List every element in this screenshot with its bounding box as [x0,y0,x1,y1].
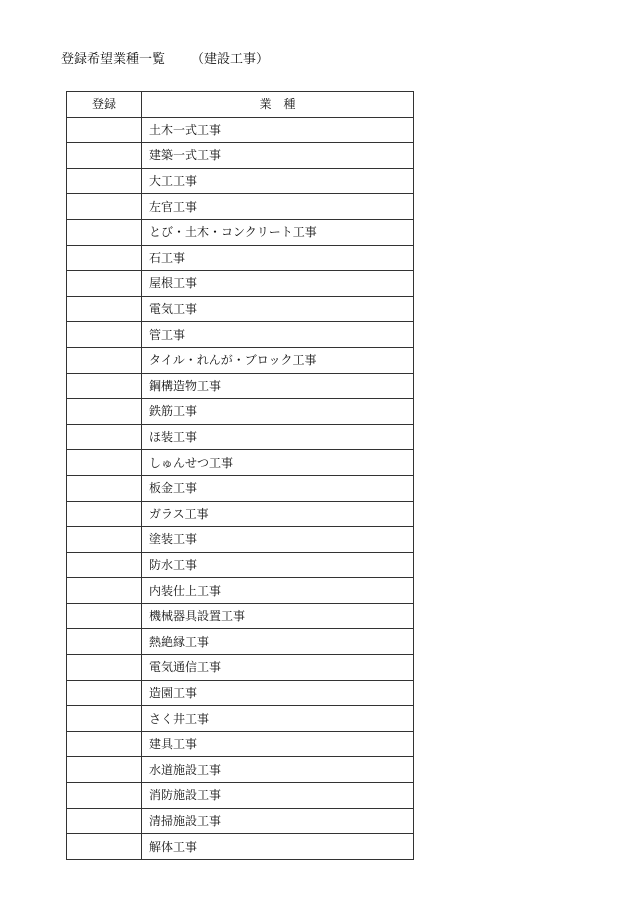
table-row [67,475,414,501]
industry-cell: さく井工事 [142,706,414,732]
table-row [67,168,414,194]
table-row [67,399,414,425]
industry-cell: 建具工事 [142,731,414,757]
industry-cell: ガラス工事 [142,501,414,527]
table-row [67,271,414,297]
page-title [61,51,269,69]
registration-cell[interactable] [67,271,142,297]
registration-cell[interactable] [67,808,142,834]
table-row [67,629,414,655]
industry-cell: 解体工事 [142,834,414,860]
industry-cell: 消防施設工事 [142,783,414,809]
registration-cell[interactable] [67,475,142,501]
industry-cell: 管工事 [142,322,414,348]
industry-cell: 屋根工事 [142,271,414,297]
registration-cell[interactable] [67,347,142,373]
registration-cell[interactable] [67,194,142,220]
registration-cell[interactable] [67,399,142,425]
table-row [67,143,414,169]
registration-cell[interactable] [67,501,142,527]
table-row [67,783,414,809]
industry-cell: 建築一式工事 [142,143,414,169]
registration-cell[interactable] [67,245,142,271]
registration-cell[interactable] [67,629,142,655]
table-row [67,706,414,732]
table-row [67,373,414,399]
table-row [67,552,414,578]
registration-column-header: 登録 [67,92,142,118]
table-row [67,808,414,834]
table-row [67,194,414,220]
registration-cell[interactable] [67,117,142,143]
registration-cell[interactable] [67,655,142,681]
table-row [67,424,414,450]
table-header-row [67,92,414,118]
table-row [67,680,414,706]
table-body [67,117,414,859]
table-row [67,655,414,681]
industry-cell: 機械器具設置工事 [142,603,414,629]
table-row [67,757,414,783]
industry-cell: タイル・れんが・ブロック工事 [142,347,414,373]
registration-cell[interactable] [67,680,142,706]
table-row [67,219,414,245]
registration-cell[interactable] [67,168,142,194]
table-row [67,731,414,757]
table-row [67,322,414,348]
table-row [67,245,414,271]
table-row [67,834,414,860]
table-row [67,347,414,373]
industry-cell: 石工事 [142,245,414,271]
table-row [67,450,414,476]
document-subtitle: （建設工事） [191,52,270,67]
registration-cell[interactable] [67,783,142,809]
industry-cell: 板金工事 [142,475,414,501]
registration-cell[interactable] [67,706,142,732]
registration-cell[interactable] [67,219,142,245]
industry-cell: 鋼構造物工事 [142,373,414,399]
registration-cell[interactable] [67,143,142,169]
industry-cell: ほ装工事 [142,424,414,450]
industry-cell: 電気通信工事 [142,655,414,681]
document-title: 登録希望業種一覧 [61,52,166,67]
industry-cell: 鉄筋工事 [142,399,414,425]
table-row [67,603,414,629]
industry-cell: 左官工事 [142,194,414,220]
registration-cell[interactable] [67,527,142,553]
registration-cell[interactable] [67,603,142,629]
industry-cell: 内装仕上工事 [142,578,414,604]
industry-cell: 清掃施設工事 [142,808,414,834]
industry-column-header: 業 種 [142,92,414,118]
industry-registration-table [66,91,414,860]
table-row [67,578,414,604]
industry-cell: 電気工事 [142,296,414,322]
registration-cell[interactable] [67,757,142,783]
table-row [67,527,414,553]
table-row [67,117,414,143]
industry-cell: 造園工事 [142,680,414,706]
industry-cell: 塗装工事 [142,527,414,553]
registration-cell[interactable] [67,731,142,757]
industry-cell: とび・土木・コンクリート工事 [142,219,414,245]
industry-cell: 防水工事 [142,552,414,578]
table-row [67,501,414,527]
table-row [67,296,414,322]
industry-cell: 水道施設工事 [142,757,414,783]
industry-cell: しゅんせつ工事 [142,450,414,476]
industry-cell: 熱絶縁工事 [142,629,414,655]
registration-cell[interactable] [67,578,142,604]
registration-cell[interactable] [67,373,142,399]
registration-cell[interactable] [67,834,142,860]
registration-cell[interactable] [67,322,142,348]
registration-cell[interactable] [67,296,142,322]
registration-cell[interactable] [67,450,142,476]
industry-cell: 大工工事 [142,168,414,194]
industry-cell: 土木一式工事 [142,117,414,143]
registration-cell[interactable] [67,552,142,578]
registration-cell[interactable] [67,424,142,450]
